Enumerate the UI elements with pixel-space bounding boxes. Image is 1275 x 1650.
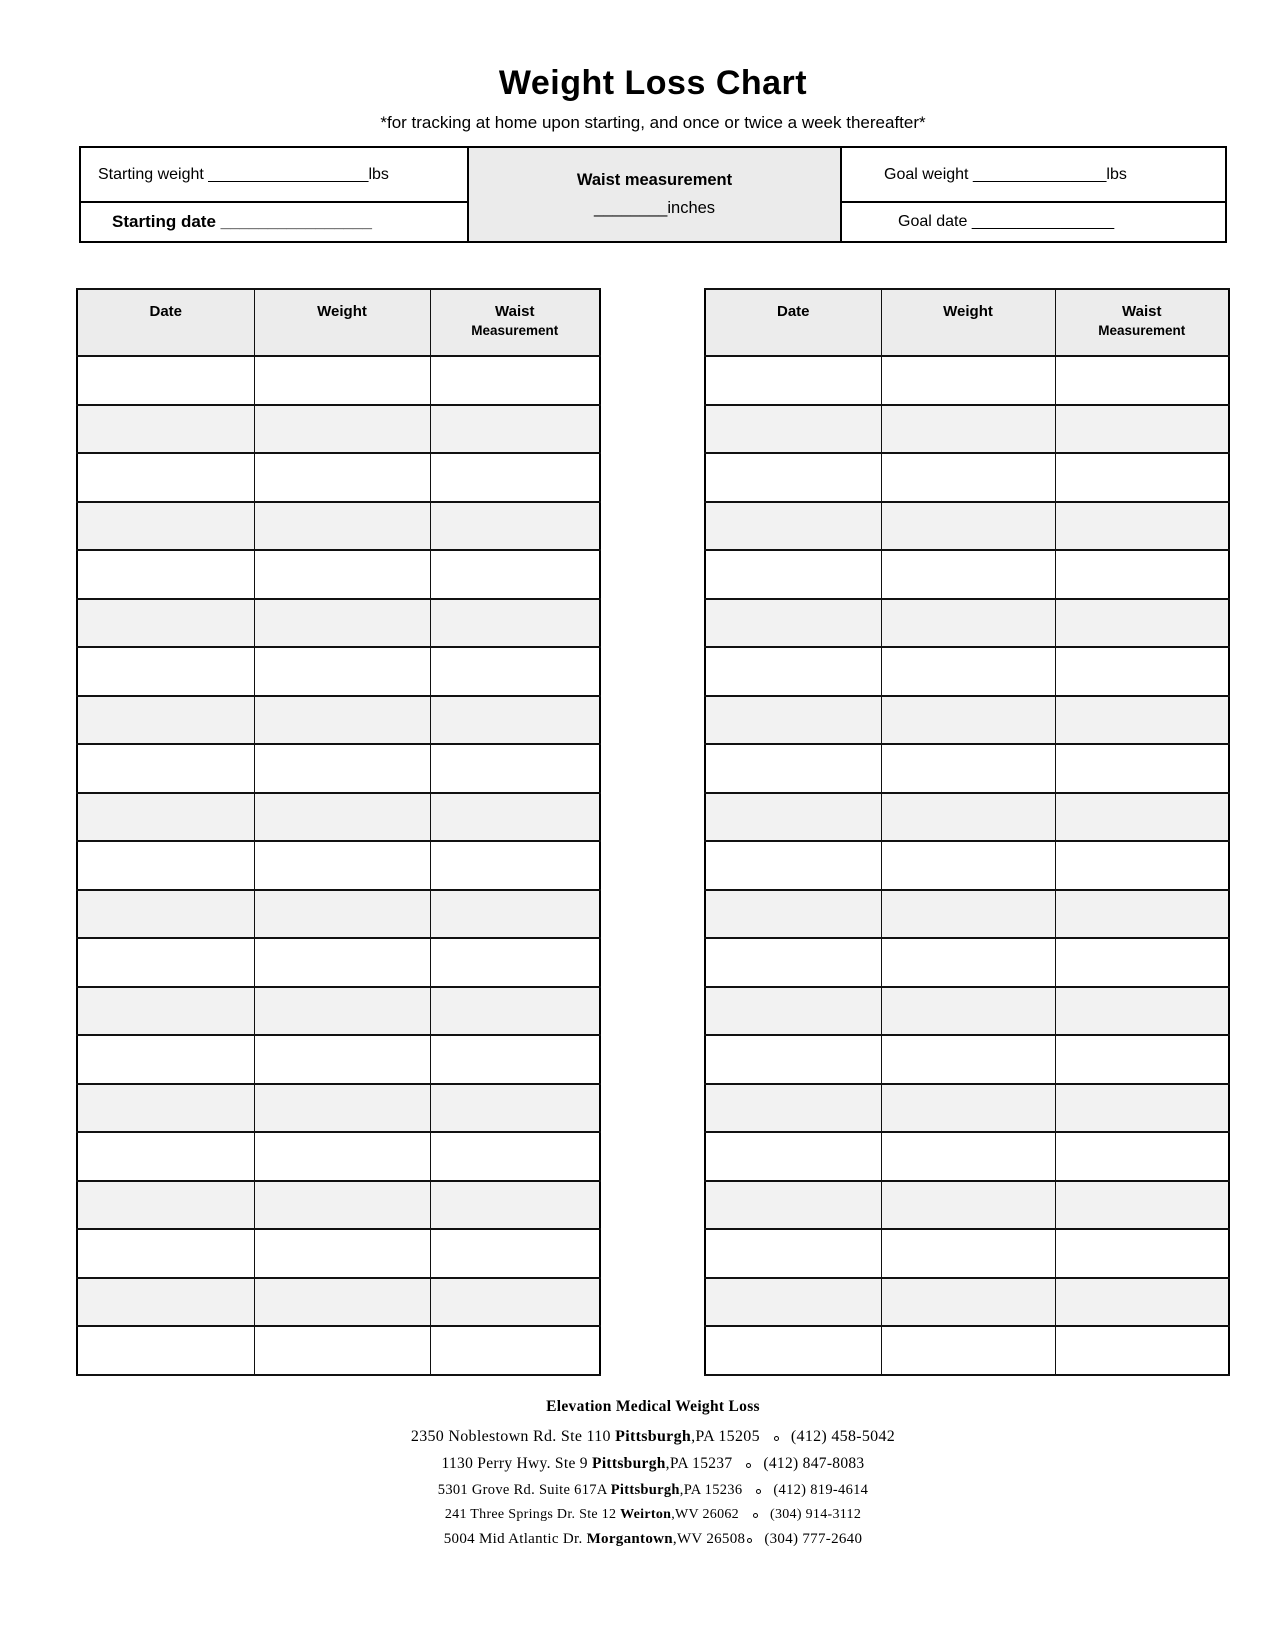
table-row xyxy=(77,841,600,890)
waist-measurement-section xyxy=(467,148,842,241)
empty-cell xyxy=(77,502,254,551)
phone-number: (412) 819-4614 xyxy=(773,1482,869,1498)
empty-cell xyxy=(77,744,254,793)
table-row xyxy=(705,1035,1229,1084)
table-row xyxy=(705,647,1229,696)
page-title: Weight Loss Chart xyxy=(498,64,808,102)
empty-cell xyxy=(430,890,600,939)
table-row xyxy=(705,453,1229,502)
table-row xyxy=(77,550,600,599)
empty-cell xyxy=(430,502,600,551)
empty-cell xyxy=(881,550,1055,599)
table-row xyxy=(77,1132,600,1181)
table-row xyxy=(77,1278,600,1327)
empty-cell xyxy=(430,647,600,696)
weight-column-header: Weight xyxy=(881,289,1055,356)
empty-cell xyxy=(1055,550,1229,599)
empty-cell xyxy=(77,550,254,599)
empty-cell xyxy=(430,453,600,502)
empty-cell xyxy=(881,453,1055,502)
empty-cell xyxy=(430,356,600,405)
empty-cell xyxy=(705,1278,881,1327)
empty-cell xyxy=(254,356,430,405)
table-row xyxy=(77,1035,600,1084)
empty-cell xyxy=(254,793,430,842)
table-row xyxy=(705,793,1229,842)
empty-cell xyxy=(77,938,254,987)
empty-cell xyxy=(430,841,600,890)
empty-cell xyxy=(1055,696,1229,745)
empty-cell xyxy=(77,1278,254,1327)
empty-cell xyxy=(705,987,881,1036)
empty-cell xyxy=(430,696,600,745)
empty-cell xyxy=(1055,1181,1229,1230)
empty-cell xyxy=(881,938,1055,987)
summary-box xyxy=(79,146,1227,243)
empty-cell xyxy=(77,696,254,745)
empty-cell xyxy=(1055,1132,1229,1181)
date-column-header: Date xyxy=(77,289,254,356)
empty-cell xyxy=(705,1132,881,1181)
empty-cell xyxy=(881,1181,1055,1230)
empty-cell xyxy=(430,1035,600,1084)
waist-column-header: Waist Measurement xyxy=(430,289,600,356)
table-row xyxy=(77,405,600,454)
empty-cell xyxy=(430,405,600,454)
empty-cell xyxy=(1055,987,1229,1036)
goal-date-field: Goal date ________________ xyxy=(898,213,1115,230)
table-row xyxy=(705,1181,1229,1230)
empty-cell xyxy=(705,744,881,793)
empty-cell xyxy=(705,550,881,599)
empty-cell xyxy=(705,599,881,648)
empty-cell xyxy=(881,696,1055,745)
goal-weight-field: Goal weight _______________lbs xyxy=(842,148,1225,203)
table-header-row xyxy=(77,289,600,356)
empty-cell xyxy=(77,1181,254,1230)
empty-cell xyxy=(254,744,430,793)
weight-column-header: Weight xyxy=(254,289,430,356)
date-column-header: Date xyxy=(705,289,881,356)
table-row xyxy=(705,696,1229,745)
table-row xyxy=(77,938,600,987)
table-row xyxy=(77,453,600,502)
empty-cell xyxy=(881,987,1055,1036)
empty-cell xyxy=(705,405,881,454)
empty-cell xyxy=(881,502,1055,551)
empty-cell xyxy=(430,938,600,987)
empty-cell xyxy=(1055,793,1229,842)
empty-cell xyxy=(881,1278,1055,1327)
empty-cell xyxy=(1055,841,1229,890)
empty-cell xyxy=(1055,356,1229,405)
table-row xyxy=(77,744,600,793)
empty-cell xyxy=(77,599,254,648)
empty-cell xyxy=(881,356,1055,405)
empty-cell xyxy=(254,938,430,987)
city-name: Weirton xyxy=(620,1507,672,1522)
empty-cell xyxy=(705,453,881,502)
empty-cell xyxy=(430,1181,600,1230)
table-row xyxy=(705,1278,1229,1327)
empty-cell xyxy=(77,987,254,1036)
table-row xyxy=(77,1229,600,1278)
empty-cell xyxy=(430,987,600,1036)
empty-cell xyxy=(705,1229,881,1278)
empty-cell xyxy=(77,1084,254,1133)
table-row xyxy=(77,987,600,1036)
empty-cell xyxy=(254,1278,430,1327)
table-row xyxy=(77,356,600,405)
dot-separator-icon xyxy=(756,1489,761,1494)
empty-cell xyxy=(881,647,1055,696)
table-row xyxy=(705,1084,1229,1133)
tracking-table-left xyxy=(76,288,601,1376)
empty-cell xyxy=(77,647,254,696)
table-row xyxy=(705,987,1229,1036)
empty-cell xyxy=(705,841,881,890)
empty-cell xyxy=(77,1229,254,1278)
city-name: Morgantown xyxy=(586,1531,673,1547)
empty-cell xyxy=(705,1326,881,1375)
table-row xyxy=(77,647,600,696)
table-row xyxy=(77,890,600,939)
empty-cell xyxy=(1055,1278,1229,1327)
waist-column-header: Waist Measurement xyxy=(1055,289,1229,356)
empty-cell xyxy=(881,1084,1055,1133)
phone-number: (304) 914-3112 xyxy=(769,1507,862,1522)
empty-cell xyxy=(77,1326,254,1375)
empty-cell xyxy=(1055,1084,1229,1133)
clinic-name: Elevation Medical Weight Loss xyxy=(546,1398,760,1415)
empty-cell xyxy=(881,890,1055,939)
empty-cell xyxy=(430,1278,600,1327)
empty-cell xyxy=(254,696,430,745)
empty-cell xyxy=(881,1132,1055,1181)
empty-cell xyxy=(254,1035,430,1084)
empty-cell xyxy=(705,1181,881,1230)
empty-cell xyxy=(430,744,600,793)
dot-separator-icon xyxy=(746,1463,751,1468)
table-row xyxy=(705,599,1229,648)
empty-cell xyxy=(1055,1035,1229,1084)
table-row xyxy=(705,502,1229,551)
dot-separator-icon xyxy=(753,1513,758,1518)
empty-cell xyxy=(254,841,430,890)
empty-cell xyxy=(77,1132,254,1181)
table-row xyxy=(77,599,600,648)
empty-cell xyxy=(1055,453,1229,502)
empty-cell xyxy=(705,793,881,842)
table-row xyxy=(705,405,1229,454)
table-row xyxy=(705,356,1229,405)
starting-date-field: Starting date ________________ xyxy=(112,212,372,231)
table-row xyxy=(705,890,1229,939)
empty-cell xyxy=(254,1132,430,1181)
table-row xyxy=(77,1181,600,1230)
empty-cell xyxy=(430,550,600,599)
empty-cell xyxy=(1055,599,1229,648)
empty-cell xyxy=(1055,1326,1229,1375)
starting-section xyxy=(81,148,467,241)
empty-cell xyxy=(1055,647,1229,696)
empty-cell xyxy=(77,453,254,502)
empty-cell xyxy=(430,1326,600,1375)
empty-cell xyxy=(1055,502,1229,551)
empty-cell xyxy=(430,1229,600,1278)
empty-cell xyxy=(705,1035,881,1084)
empty-cell xyxy=(1055,1229,1229,1278)
table-row xyxy=(77,696,600,745)
empty-cell xyxy=(77,1035,254,1084)
empty-cell xyxy=(254,453,430,502)
empty-cell xyxy=(254,647,430,696)
footer xyxy=(79,1398,1227,1548)
phone-number: (304) 777-2640 xyxy=(764,1531,863,1547)
empty-cell xyxy=(881,1035,1055,1084)
table-row xyxy=(705,550,1229,599)
empty-cell xyxy=(254,599,430,648)
goal-section xyxy=(842,148,1225,241)
empty-cell xyxy=(881,793,1055,842)
table-row xyxy=(705,1326,1229,1375)
table-row xyxy=(705,938,1229,987)
clinic-address-line: 1130 Perry Hwy. Ste 9 Pittsburgh,PA 15237 (412) 847-8083 xyxy=(441,1455,865,1472)
empty-cell xyxy=(77,356,254,405)
empty-cell xyxy=(881,405,1055,454)
empty-cell xyxy=(430,793,600,842)
empty-cell xyxy=(77,841,254,890)
empty-cell xyxy=(705,938,881,987)
empty-cell xyxy=(254,1229,430,1278)
table-row xyxy=(77,1084,600,1133)
table-row xyxy=(705,744,1229,793)
empty-cell xyxy=(1055,938,1229,987)
table-row xyxy=(705,841,1229,890)
empty-cell xyxy=(705,696,881,745)
table-row xyxy=(77,1326,600,1375)
empty-cell xyxy=(430,1084,600,1133)
table-row xyxy=(705,1132,1229,1181)
dot-separator-icon xyxy=(774,1436,779,1441)
empty-cell xyxy=(254,405,430,454)
empty-cell xyxy=(254,502,430,551)
city-name: Pittsburgh xyxy=(615,1428,692,1445)
clinic-address-line: 2350 Noblestown Rd. Ste 110 Pittsburgh,PA 15205 (412) 458-5042 xyxy=(410,1428,896,1445)
empty-cell xyxy=(254,890,430,939)
empty-cell xyxy=(254,1181,430,1230)
title-block xyxy=(79,64,1227,133)
waist-inches-field: ________inches xyxy=(593,199,716,217)
table-row xyxy=(77,502,600,551)
empty-cell xyxy=(881,599,1055,648)
empty-cell xyxy=(705,1084,881,1133)
empty-cell xyxy=(254,1326,430,1375)
empty-cell xyxy=(430,1132,600,1181)
empty-cell xyxy=(254,550,430,599)
empty-cell xyxy=(254,1084,430,1133)
page-subtitle: *for tracking at home upon starting, and once or twice a week thereafter* xyxy=(380,113,926,132)
phone-number: (412) 458-5042 xyxy=(790,1428,896,1445)
empty-cell xyxy=(705,502,881,551)
empty-cell xyxy=(1055,744,1229,793)
empty-cell xyxy=(430,599,600,648)
empty-cell xyxy=(254,987,430,1036)
empty-cell xyxy=(77,405,254,454)
empty-cell xyxy=(77,793,254,842)
city-name: Pittsburgh xyxy=(610,1482,680,1498)
empty-cell xyxy=(881,744,1055,793)
empty-cell xyxy=(881,841,1055,890)
empty-cell xyxy=(77,890,254,939)
empty-cell xyxy=(881,1326,1055,1375)
clinic-address-line: 5301 Grove Rd. Suite 617A Pittsburgh,PA 15236 (412) 819-4614 xyxy=(437,1482,869,1498)
dot-separator-icon xyxy=(747,1538,752,1543)
clinic-address-line: 5004 Mid Atlantic Dr. Morgantown,WV 26508 (304) 777-2640 xyxy=(443,1531,863,1547)
empty-cell xyxy=(1055,405,1229,454)
table-row xyxy=(705,1229,1229,1278)
clinic-address-line: 241 Three Springs Dr. Ste 12 Weirton,WV 26062 (304) 914-3112 xyxy=(444,1507,862,1522)
starting-weight-field: Starting weight __________________lbs xyxy=(81,148,467,203)
empty-cell xyxy=(881,1229,1055,1278)
empty-cell xyxy=(705,356,881,405)
phone-number: (412) 847-8083 xyxy=(763,1455,865,1472)
table-header-row xyxy=(705,289,1229,356)
empty-cell xyxy=(1055,890,1229,939)
tracking-table-right xyxy=(704,288,1230,1376)
table-row xyxy=(77,793,600,842)
empty-cell xyxy=(705,890,881,939)
empty-cell xyxy=(705,647,881,696)
city-name: Pittsburgh xyxy=(592,1455,666,1472)
waist-measurement-label: Waist measurement xyxy=(576,171,733,189)
